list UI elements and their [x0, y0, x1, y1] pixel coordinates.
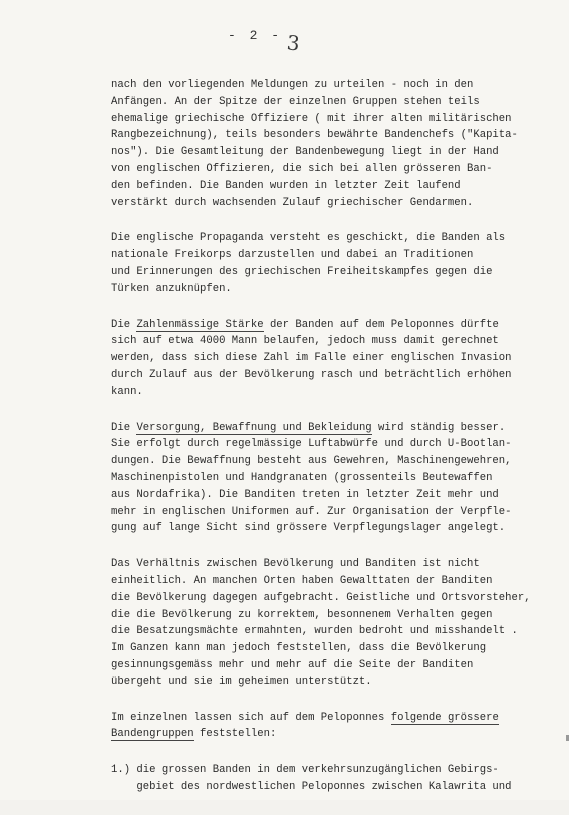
text-line: Bandengruppen feststellen: — [111, 728, 277, 741]
text-line: gesinnungsgemäss mehr und mehr auf die Seite der Banditen — [111, 658, 474, 671]
text-line: 1.) die grossen Banden in dem verkehrsunzugänglichen Gebirgs- — [111, 764, 499, 777]
text-line: gebiet des nordwestlichen Peloponnes zwischen Kalawrita und — [111, 780, 512, 793]
text-line: Rangbezeichnung), teils besonders bewährte Bandenchefs ("Kapita- — [111, 129, 518, 142]
text-line: Das Verhältnis zwischen Bevölkerung und Banditen ist nicht — [111, 558, 480, 571]
text-line: aus Nordafrika). Die Banditen treten in letzter Zeit mehr und — [111, 488, 499, 501]
text-line: ehemalige griechische Offiziere ( mit ihrer alten militärischen — [111, 112, 512, 125]
text-line: übergeht und sie im geheimen unterstützt. — [111, 675, 372, 688]
text-line: Die Versorgung, Bewaffnung und Bekleidung wird ständig besser. — [111, 421, 506, 434]
text-line: einheitlich. An manchen Orten haben Gewalttaten der Banditen — [111, 574, 493, 587]
paragraph-strength — [111, 317, 531, 401]
text-line: Im einzelnen lassen sich auf dem Peloponnes folgende grössere — [111, 711, 499, 724]
text-line: den befinden. Die Banden wurden in letzter Zeit laufend — [111, 179, 461, 192]
underlined-phrase: Versorgung, Bewaffnung und Bekleidung — [136, 421, 372, 434]
text-line: verstärkt durch wachsenden Zulauf griechischer Gendarmen. — [111, 196, 474, 209]
text-line: dungen. Die Bewaffnung besteht aus Gewehren, Maschinengewehren, — [111, 455, 512, 468]
text-line: nos"). Die Gesamtleitung der Bandenbewegung liegt in der Hand — [111, 146, 499, 159]
text-line: mehr in englischen Uniformen auf. Zur Organisation der Verpfle- — [111, 505, 512, 518]
paragraph-groups-intro — [111, 710, 531, 744]
paragraph-supply — [111, 420, 531, 538]
text-line: die die Bevölkerung zu korrektem, besonnenem Verhalten gegen — [111, 608, 493, 621]
text-line: Die Zahlenmässige Stärke der Banden auf dem Peloponnes dürfte — [111, 318, 499, 331]
text-line: Maschinenpistolen und Handgranaten (grossenteils Beutewaffen — [111, 471, 493, 484]
text-line: und Erinnerungen des griechischen Freiheitskampfes gegen die — [111, 265, 493, 278]
text-line: sich auf etwa 4000 Mann belaufen, jedoch muss damit gerechnet — [111, 335, 499, 348]
text-line: Anfängen. An der Spitze der einzelnen Gruppen stehen teils — [111, 95, 480, 108]
text-line: kann. — [111, 385, 143, 398]
text-line: Sie erfolgt durch regelmässige Luftabwürfe und durch U-Bootlan- — [111, 438, 512, 451]
text-line: Die englische Propaganda versteht es geschickt, die Banden als — [111, 232, 506, 245]
text-line: werden, dass sich diese Zahl im Falle einer englischen Invasion — [111, 352, 512, 365]
underlined-phrase: folgende grössere — [390, 711, 499, 724]
text-line: von englischen Offizieren, die sich bei allen grösseren Ban- — [111, 162, 493, 175]
underlined-phrase: Zahlenmässige Stärke — [136, 318, 264, 331]
text-line: durch Zulauf aus der Bevölkerung rasch und beträchtlich erhöhen — [111, 368, 512, 381]
page-number: - 2 - — [228, 28, 283, 43]
text-line: die Bevölkerung dagegen aufgebracht. Geistliche und Ortsvorsteher, — [111, 591, 531, 604]
text-line: nach den vorliegenden Meldungen zu urteilen - noch in den — [111, 79, 474, 91]
text-line: die Besatzungsmächte ermahnten, wurden bedroht und misshandelt . — [111, 625, 518, 638]
text-line: Türken anzuknüpfen. — [111, 282, 232, 295]
underlined-phrase: Bandengruppen — [111, 728, 194, 741]
paragraph-propaganda — [111, 230, 531, 297]
text-line: Im Ganzen kann man jedoch feststellen, dass die Bevölkerung — [111, 642, 487, 655]
paragraph-group-1 — [111, 762, 531, 796]
paragraph-leadership — [111, 77, 531, 211]
handwritten-page-number: 3 — [285, 30, 301, 56]
paragraph-population — [111, 556, 531, 690]
text-line: gung auf lange Sicht sind grössere Verpflegungslager angelegt. — [111, 522, 506, 535]
text-line: nationale Freikorps darzustellen und dabei an Traditionen — [111, 249, 474, 262]
document-body — [111, 77, 531, 815]
